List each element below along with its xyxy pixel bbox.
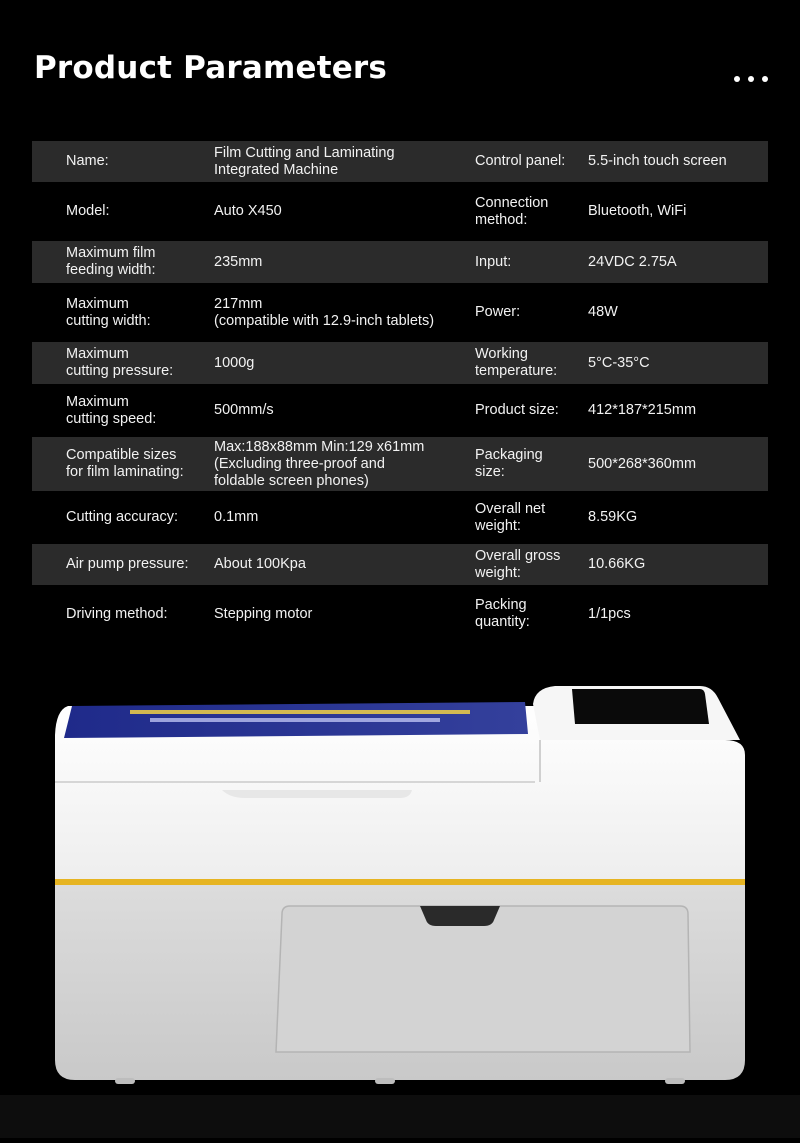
spec-value: Max:188x88mm Min:129 x61mm (Excluding three-proof and foldable screen phones) (214, 438, 425, 489)
more-horizontal-icon[interactable] (734, 76, 768, 84)
spec-label: Compatible sizes for film laminating: (66, 447, 184, 480)
spec-value: 8.59KG (588, 509, 638, 525)
spec-value: 5°C-35°C (588, 354, 650, 371)
spec-value: 24VDC 2.75A (588, 253, 677, 270)
spec-label: Cutting accuracy: (66, 509, 179, 525)
spec-row (32, 437, 768, 491)
laminating-machine-illustration (0, 640, 800, 1138)
spec-row (32, 491, 768, 544)
spec-row (32, 585, 768, 643)
spec-value: Bluetooth, WiFi (588, 203, 687, 219)
spec-row (32, 342, 768, 384)
spec-row (32, 182, 768, 241)
spec-label: Maximum cutting width: (66, 295, 151, 329)
spec-label: Model: (66, 203, 110, 219)
spec-label: Name: (66, 153, 109, 169)
spec-label: Overall gross weight: (475, 547, 561, 581)
spec-label: Air pump pressure: (66, 556, 189, 572)
spec-value: 0.1mm (214, 509, 259, 525)
spec-value: 1/1pcs (588, 605, 631, 622)
spec-value: 500*268*360mm (588, 455, 697, 472)
product-image (0, 640, 800, 1138)
spec-value: About 100Kpa (214, 556, 306, 572)
spec-value: 235mm (214, 253, 263, 270)
spec-value: 10.66KG (588, 556, 646, 572)
spec-label: Working temperature: (475, 346, 558, 379)
spec-label: Maximum film feeding width: (66, 245, 156, 278)
spec-value: 5.5-inch touch screen (588, 153, 727, 169)
spec-value: Stepping motor (214, 605, 313, 622)
spec-value: Film Cutting and Laminating Integrated Machine (214, 144, 395, 178)
spec-row (32, 544, 768, 585)
spec-label: Product size: (475, 402, 559, 418)
page-title: Product Parameters (34, 50, 388, 86)
spec-value: Auto X450 (214, 203, 282, 219)
spec-value: 48W (588, 304, 618, 320)
spec-value: 217mm (compatible with 12.9-inch tablets) (214, 295, 435, 329)
spec-row (32, 283, 768, 342)
spec-label: Packing quantity: (475, 597, 530, 630)
spec-row (32, 241, 768, 283)
spec-row (32, 384, 768, 437)
spec-row (32, 141, 768, 182)
floor (0, 1095, 800, 1138)
spec-label: Control panel: (475, 153, 566, 169)
spec-table (32, 141, 768, 643)
spec-label: Maximum cutting speed: (66, 393, 157, 427)
spec-label: Packaging size: (475, 447, 543, 480)
spec-label: Connection method: (475, 194, 549, 228)
spec-value: 500mm/s (214, 402, 274, 418)
spec-label: Power: (475, 304, 521, 320)
spec-value: 412*187*215mm (588, 402, 697, 418)
spec-value: 1000g (214, 354, 255, 371)
spec-label: Input: (475, 253, 512, 270)
spec-label: Maximum cutting pressure: (66, 346, 174, 379)
spec-label: Driving method: (66, 605, 168, 622)
spec-label: Overall net weight: (475, 500, 546, 534)
